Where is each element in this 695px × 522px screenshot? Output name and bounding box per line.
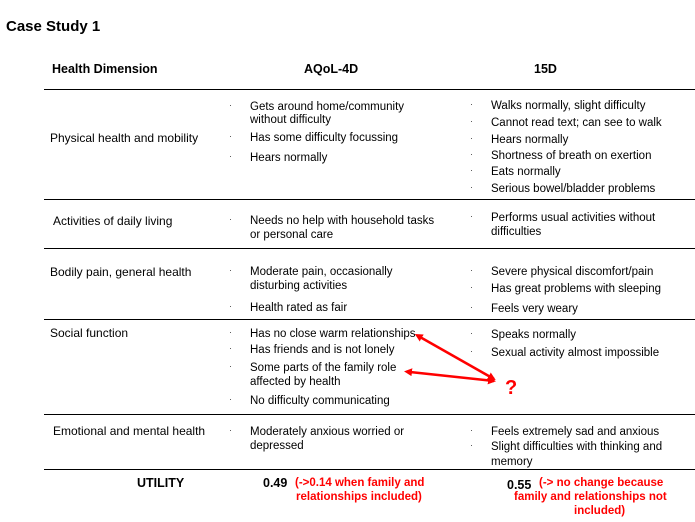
bullet: ·	[229, 301, 232, 311]
bullet: ·	[470, 99, 473, 109]
arrow-family-role	[410, 372, 494, 381]
d15-item: memory	[491, 456, 533, 468]
utility-label: UTILITY	[137, 476, 185, 490]
page-title: Case Study 1	[6, 18, 101, 35]
bullet: ·	[470, 116, 473, 126]
aqol-utility-value: 0.49	[263, 476, 288, 490]
d15-item: Severe physical discomfort/pain	[491, 266, 654, 278]
bullet: ·	[470, 440, 473, 450]
aqol-item: Gets around home/community	[250, 101, 405, 113]
bullet: ·	[229, 394, 232, 404]
aqol-item: Hears normally	[250, 152, 328, 164]
dimension-physical-health: Physical health and mobility	[50, 131, 199, 145]
bullet: ·	[470, 346, 473, 356]
d15-item: Walks normally, slight difficulty	[491, 100, 646, 112]
dimension-social-function: Social function	[50, 326, 129, 340]
bullet: ·	[470, 282, 473, 292]
bullet: ·	[470, 328, 473, 338]
d15-item: Speaks normally	[491, 329, 577, 341]
bullet: ·	[229, 100, 232, 110]
dimension-daily-living: Activities of daily living	[53, 214, 173, 228]
d15-item: Feels very weary	[491, 303, 578, 315]
d15-item: Slight difficulties with thinking and	[491, 441, 663, 453]
d15-item: Performs usual activities without	[491, 212, 656, 224]
bullet: ·	[470, 149, 473, 159]
d15-item: Eats normally	[491, 166, 561, 178]
bullet: ·	[229, 131, 232, 141]
d15-item: Shortness of breath on exertion	[491, 150, 652, 162]
aqol-item: affected by health	[250, 376, 341, 388]
aqol-item: Has no close warm relationships	[250, 328, 416, 340]
aqol-item: Moderately anxious worried or	[250, 426, 405, 438]
d15-item: Has great problems with sleeping	[491, 283, 662, 295]
bullet: ·	[470, 265, 473, 275]
bullet: ·	[229, 361, 232, 371]
aqol-item: No difficulty communicating	[250, 395, 390, 407]
bullet: ·	[470, 425, 473, 435]
aqol-item: or personal care	[250, 229, 334, 241]
d15-item: Cannot read text; can see to walk	[491, 117, 662, 129]
aqol-item: Health rated as fair	[250, 302, 348, 314]
aqol-utility-note: relationships included)	[296, 491, 422, 503]
arrow-relationships	[420, 337, 494, 379]
header-health-dimension: Health Dimension	[52, 62, 158, 76]
d15-item: Hears normally	[491, 134, 569, 146]
aqol-item: without difficulty	[250, 114, 331, 126]
bullet: ·	[229, 343, 232, 353]
d15-item: difficulties	[491, 226, 542, 238]
bullet: ·	[229, 425, 232, 435]
d15-item: Feels extremely sad and anxious	[491, 426, 660, 438]
aqol-item: Some parts of the family role	[250, 362, 397, 374]
bullet: ·	[470, 182, 473, 192]
aqol-item: disturbing activities	[250, 280, 348, 292]
aqol-item: Has some difficulty focussing	[250, 132, 399, 144]
bullet: ·	[470, 165, 473, 175]
bullet: ·	[470, 211, 473, 221]
aqol-item: Needs no help with household tasks	[250, 215, 435, 227]
bullet: ·	[229, 327, 232, 337]
dimension-bodily-pain: Bodily pain, general health	[50, 265, 192, 279]
d15-item: Sexual activity almost impossible	[491, 347, 660, 359]
bullet: ·	[229, 214, 232, 224]
dimension-emotional-health: Emotional and mental health	[53, 424, 206, 438]
d15-utility-note: family and relationships not	[514, 491, 667, 503]
aqol-utility-note: (->0.14 when family and	[295, 477, 425, 489]
d15-utility-value: 0.55	[507, 478, 532, 492]
aqol-item: Moderate pain, occasionally	[250, 266, 393, 278]
d15-item: Serious bowel/bladder problems	[491, 183, 656, 195]
header-15d: 15D	[534, 62, 557, 76]
d15-utility-note: included)	[574, 505, 626, 517]
bullet: ·	[470, 133, 473, 143]
bullet: ·	[229, 265, 232, 275]
bullet: ·	[229, 151, 232, 161]
aqol-item: depressed	[250, 440, 304, 452]
aqol-item: Has friends and is not lonely	[250, 344, 395, 356]
header-aqol-4d: AQoL-4D	[304, 62, 359, 76]
bullet: ·	[470, 302, 473, 312]
d15-utility-note: (-> no change because	[539, 477, 664, 489]
question-mark: ?	[505, 377, 518, 399]
